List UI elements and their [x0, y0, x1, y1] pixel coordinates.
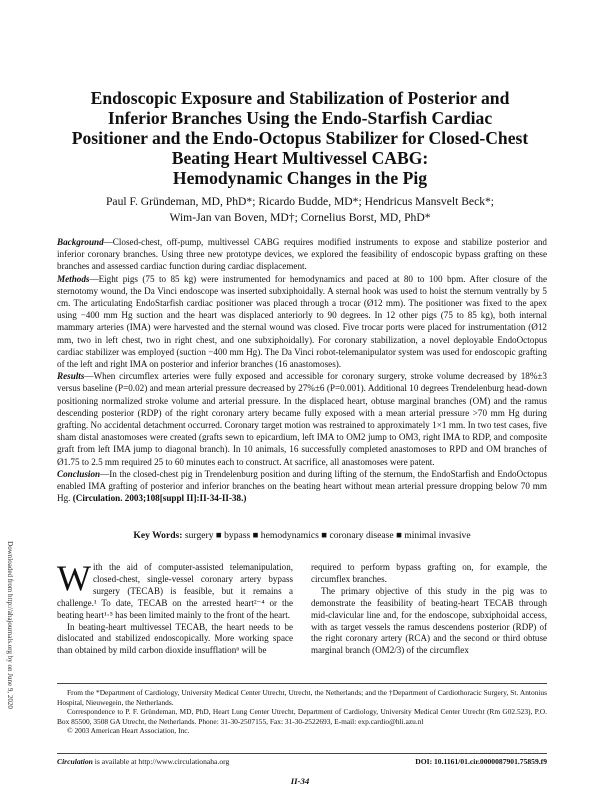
abstract-background	[57, 236, 547, 273]
journal-name: Circulation	[57, 757, 93, 766]
authors-line: Wim-Jan van Boven, MD†; Cornelius Borst, MD, PhD*	[169, 211, 431, 224]
key-words-list: surgery ■ bypass ■ hemodynamics ■ coronary disease ■ minimal invasive	[184, 530, 471, 541]
background-label: Background	[57, 237, 104, 247]
key-words-label: Key Words:	[133, 530, 183, 541]
footnote-divider	[57, 683, 547, 684]
conclusion-text: —In the closed-chest pig in Trendelenburg position and during lifting of the sternum, the EndoStarfish and EndoOctopus enabled IMA grafting of posterior and inferior branches on the beating heart without mean arterial pressure dropping below 70 mm Hg.	[57, 468, 547, 504]
footnotes	[57, 688, 547, 736]
title-line: Beating Heart Multivessel CABG:	[171, 148, 429, 168]
download-watermark	[2, 541, 18, 709]
intro-paragraph-1	[57, 558, 293, 622]
results-text: —When circumflex arteries were fully exposed and accessible for coronary surgery, stroke volume decreased by 18%±3 versus baseline (P=0.02) and mean arterial pressure decreased by 27%±6 (P=0.001). Additional 10 degrees Trendelenburg head-down positioning normalized stroke volume and arterial pressure. In the displaced heart, obtuse marginal branches (OM) and the ramus descending posterior (RDP) of the right coronary artery became fully exposed with a mean arterial pressure >70 mm Hg during grafting. No accidental detachment occurred. Coronary target motion was restrained to approximately 1×1 mm. In two test cases, five sham distal anastomoses were created (grafts sewn to epicardium, left IMA to OM2 jump to OM3, right IMA to RDP, and composite graft from left IMA jump to diagonal branch). In 10 animals, 16 successfully completed anastomoses to RPD and OM branches of Ø1.75 to 2.5 mm required 25 to 60 minutes each to construct. At sacrifice, all anastomoses were patent.	[57, 371, 547, 467]
objective-paragraph: The primary objective of this study in the pig was to demonstrate the feasibility of beating-heart TECAB through mid-clavicular line and, for the endoscope, subxiphoidal access, with as target vessels the ramus descendens posterior (RDP) of the right coronary artery (RCA) and the second or third obtuse marginal branch (OM2/3) of the circumflex	[311, 585, 547, 656]
author-list	[60, 194, 540, 226]
background-text: —Closed-chest, off-pump, multivessel CABG requires modified instruments to expose and stabilize posterior and inferior coronary branches. Using three new prototype devices, we explored the feasibility of endoscopic bypass grafting on these branches and assessed cardiac function during cardiac displacement.	[57, 237, 547, 272]
journal-url-text[interactable]: is available at http://www.circulationaha.org	[92, 757, 230, 766]
doi: DOI: 10.1161/01.cir.0000087901.75859.f9	[415, 757, 547, 766]
page-number: II-34	[290, 776, 310, 786]
body-column-left	[57, 558, 293, 657]
footer-divider	[57, 753, 547, 754]
title-line: Positioner and the Endo-Octopus Stabilizer for Closed-Chest	[71, 128, 529, 148]
body-column-right	[311, 562, 547, 657]
title-line: Inferior Branches Using the Endo-Starfish Cardiac	[107, 108, 493, 128]
intro-paragraph-2: In beating-heart multivessel TECAB, the heart needs to be dislocated and stabilized endoscopically. More working space than obtained by mild carbon dioxide insufflation⁶ will be	[57, 621, 293, 656]
correspondence-note: Correspondence to P. F. Gründeman, MD, PhD, Heart Lung Center Utrecht, Department of Cardiology, University Medical Center Utrecht (Rm G02.523), P.O. Box 85500, 3508 GA Utrecht, the Netherlands. Phone: 31-30-2507155, Fax: 31-30-2522693, E-mail: exp.cardio@hli.azu.nl	[57, 707, 547, 726]
abstract-methods	[57, 273, 547, 371]
intro-paragraph-continued: required to perform bypass grafting on, for example, the circumflex branches.	[311, 562, 547, 584]
results-label: Results	[57, 371, 85, 382]
conclusion-label: Conclusion	[57, 468, 101, 479]
citation: (Circulation. 2003;108[suppl II]:II-34-II-38.)	[72, 493, 247, 504]
journal-availability	[57, 757, 229, 767]
key-words	[57, 530, 547, 542]
copyright-note: © 2003 American Heart Association, Inc.	[67, 726, 190, 736]
methods-text: —Eight pigs (75 to 85 kg) were instrumented for hemodynamics and paced at 80 to 100 bpm. After closure of the sternotomy wound, the Da Vinci endoscope was inserted subxiphoidally. A sternal hook was used to hoist the sternum ventrally by 5 cm. The articulating EndoStarfish cardiac positioner was placed through a trocar (Ø12 mm). The positioner was fixed to the apex using −400 mm Hg suction and the heart was displaced anteriorly to 90 degrees. In 12 other pigs (75 to 85 kg), both internal mammary arteries (IMA) were harvested and the sternal wound was closed. Five trocar ports were placed for instrumentation (Ø12 mm, two in left chest, two in right chest, and one subxiphoidally). For coronary stabilization, a novel deployable EndoOctopus cardiac stabilizer was employed (suction −400 mm Hg). The Da Vinci robot-telemanipulator system was used for endoscopic grafting of the left and right IMA on posterior and inferior branches (16 anastomoses).	[57, 273, 547, 370]
article-title	[40, 88, 560, 188]
affiliation-note: From the *Department of Cardiology, University Medical Center Utrecht, Utrecht, the Netherlands; and the †Department of Cardiothoracic Surgery, St. Antonius Hospital, Nieuwegein, the Netherlands.	[57, 688, 547, 707]
download-watermark-text: Downloaded from http://ahajournals.org by on June 9, 2020	[6, 541, 14, 709]
title-line: Endoscopic Exposure and Stabilization of Posterior and	[90, 88, 510, 108]
intro-paragraph-1-text: ith the aid of computer-assisted telemanipulation, closed-chest, single-vessel coronary artery bypass surgery (TECAB) is feasible, but it remains a challenge.¹ To date, TECAB on the arrested heart²⁻⁴ or the beating heart¹·⁵ has been limited mainly to the front of the heart.	[57, 562, 293, 620]
abstract-results	[57, 370, 547, 468]
authors-line: Paul F. Gründeman, MD, PhD*; Ricardo Budde, MD*; Hendricus Mansvelt Beck*;	[105, 195, 495, 208]
methods-label: Methods	[57, 273, 90, 284]
abstract-conclusion	[57, 468, 547, 505]
title-line: Hemodynamic Changes in the Pig	[172, 168, 428, 188]
abstract	[57, 236, 547, 504]
drop-cap: W	[57, 558, 91, 598]
